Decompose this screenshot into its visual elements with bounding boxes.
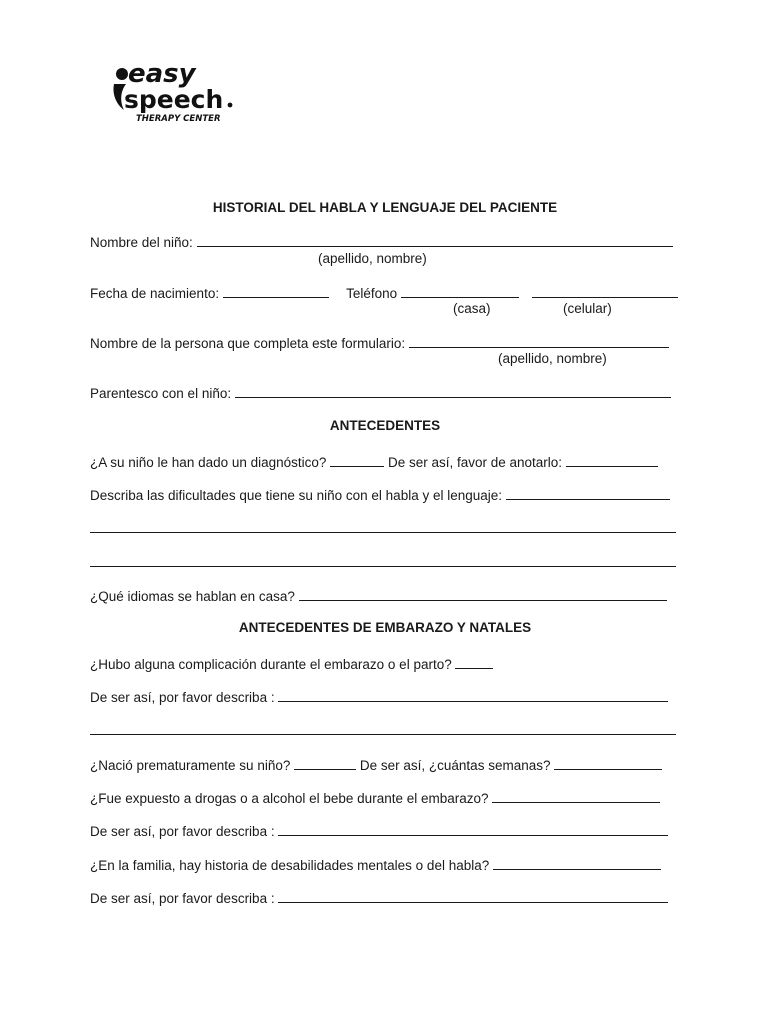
diagnosis-row	[90, 453, 680, 471]
premature-row	[90, 756, 680, 774]
describe-1-row	[90, 688, 680, 706]
antecedentes-heading: ANTECEDENTES	[329, 418, 441, 433]
respondent-row	[90, 334, 680, 352]
diagnosis-answer-field[interactable]	[330, 453, 384, 467]
describe-1-line-2[interactable]	[90, 734, 676, 735]
child-name-hint: (apellido, nombre)	[318, 251, 427, 266]
child-name-label: Nombre del niño:	[90, 235, 193, 250]
drugs-question: ¿Fue expuesto a drogas o a alcohol el bebe durante el embarazo?	[90, 791, 489, 806]
describe-3-field[interactable]	[278, 889, 668, 903]
drugs-row	[90, 789, 680, 807]
respondent-label: Nombre de la persona que completa este formulario:	[90, 336, 406, 351]
home-phone-field[interactable]	[401, 284, 519, 298]
respondent-hint: (apellido, nombre)	[498, 351, 607, 366]
cell-phone-field[interactable]	[532, 284, 678, 298]
drugs-answer-field[interactable]	[492, 789, 660, 803]
family-history-field[interactable]	[493, 856, 661, 870]
describe-2-field[interactable]	[278, 822, 668, 836]
birthdate-field[interactable]	[223, 284, 329, 298]
child-name-field[interactable]	[197, 233, 673, 247]
weeks-label: De ser así, ¿cuántas semanas?	[359, 758, 551, 773]
difficulties-line-2[interactable]	[90, 532, 676, 533]
birthdate-label: Fecha de nacimiento:	[90, 286, 220, 301]
svg-text:easy: easy	[128, 59, 196, 89]
difficulties-label: Describa las dificultades que tiene su niño con el habla y el lenguaje:	[90, 488, 503, 503]
complication-answer-field[interactable]	[455, 655, 493, 669]
describe-3-row	[90, 889, 680, 907]
cell-phone-hint: (celular)	[563, 301, 612, 316]
describe-1-field[interactable]	[278, 688, 668, 702]
premature-answer-field[interactable]	[294, 756, 356, 770]
diagnosis-follow-label: De ser así, favor de anotarlo:	[387, 455, 563, 470]
describe-2-row	[90, 822, 680, 840]
relationship-row	[90, 384, 680, 402]
languages-row	[90, 587, 680, 605]
family-history-question: ¿En la familia, hay historia de desabilidades mentales o del habla?	[90, 858, 490, 873]
languages-field[interactable]	[299, 587, 667, 601]
home-phone-hint: (casa)	[453, 301, 491, 316]
diagnosis-detail-field[interactable]	[566, 453, 658, 467]
relationship-label: Parentesco con el niño:	[90, 386, 232, 401]
premature-question: ¿Nació prematuramente su niño?	[90, 758, 291, 773]
describe-3-label: De ser así, por favor describa :	[90, 891, 275, 906]
relationship-field[interactable]	[235, 384, 671, 398]
difficulties-field[interactable]	[506, 486, 670, 500]
weeks-field[interactable]	[554, 756, 662, 770]
easy-speech-logo	[110, 58, 250, 128]
svg-text:speech: speech	[124, 85, 224, 114]
svg-text:THERAPY CENTER: THERAPY CENTER	[136, 114, 221, 124]
languages-label: ¿Qué idiomas se hablan en casa?	[90, 589, 295, 604]
respondent-field[interactable]	[409, 334, 669, 348]
difficulties-line-3[interactable]	[90, 566, 676, 567]
form-title: HISTORIAL DEL HABLA Y LENGUAJE DEL PACIENTE	[212, 200, 558, 215]
family-history-row	[90, 856, 680, 874]
birth-phone-row	[90, 284, 680, 302]
difficulties-row	[90, 486, 680, 504]
describe-1-label: De ser así, por favor describa :	[90, 690, 275, 705]
child-name-row	[90, 233, 680, 251]
complication-question: ¿Hubo alguna complicación durante el embarazo o el parto?	[90, 657, 452, 672]
describe-2-label: De ser así, por favor describa :	[90, 824, 275, 839]
diagnosis-question: ¿A su niño le han dado un diagnóstico?	[90, 455, 327, 470]
phone-label: Teléfono	[346, 286, 398, 301]
complication-row	[90, 655, 680, 673]
pregnancy-heading: ANTECEDENTES DE EMBARAZO Y NATALES	[238, 620, 532, 635]
